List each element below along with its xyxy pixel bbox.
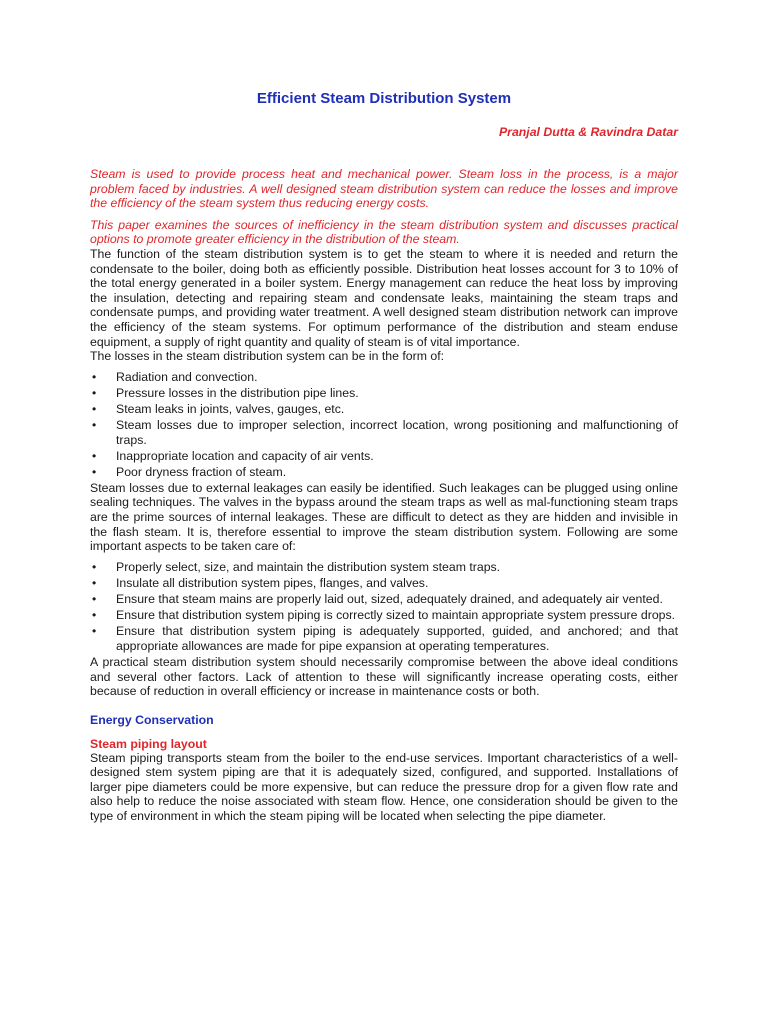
list-item: • Steam losses due to improper selection, incorrect location, wrong positioning and malfunctioning of traps. <box>92 418 678 447</box>
bullet-icon: • <box>92 385 97 400</box>
list-item: • Ensure that distribution system piping is adequately supported, guided, and anchored; and that appropriate allowances are made for pipe expansion at operating temperatures. <box>92 624 678 653</box>
list-item: • Pressure losses in the distribution pipe lines. <box>92 385 359 400</box>
paper-title: Efficient Steam Distribution System <box>256 90 512 107</box>
bullet-icon: • <box>92 464 97 479</box>
list-item: • Radiation and convection. <box>92 369 258 384</box>
losses-intro-paragraph: The losses in the steam distribution system can be in the form of: <box>90 349 445 364</box>
list-item: • Ensure that distribution system piping is correctly sized to maintain appropriate system pressure drops. <box>92 608 676 623</box>
bullet-icon: • <box>92 448 97 463</box>
bullet-icon: • <box>92 624 97 639</box>
intro-paragraph: The function of the steam distribution system is to get the steam to where it is needed and return the condensate to the boiler, doing both as efficiently possible. Distribution heat losses account for 3 to 10% of the total energy generated in a boiler system. Energy management can reduce the heat loss by improving the insulation, detecting and repairing steam and condensate leaks, maintaining the steam traps and condensate pumps, and providing water treatment. A well designed steam distribution network can improve the efficiency of the steam systems. For optimum performance of the distribution and steam enduse equipment, a supply of right quantity and quality of steam is of vital importance. <box>90 246 678 349</box>
leakage-paragraph: Steam losses due to external leakages can easily be identified. Such leakages can be plugged using online sealing techniques. The valves in the bypass around the steam traps as well as mal-functioning steam traps are the prime sources of internal leakages. These are difficult to detect as they are hidden and invisible in the flash steam. It is, therefore essential to improve the steam distribution system. Following are some important aspects to be taken care of: <box>90 480 678 554</box>
list-item: • Properly select, size, and maintain the distribution system steam traps. <box>92 559 501 574</box>
paper-authors: Pranjal Dutta & Ravindra Datar <box>498 125 678 139</box>
bullet-icon: • <box>92 608 97 623</box>
piping-paragraph: Steam piping transports steam from the boiler to the end-use services. Important characteristics of a well-designed stem system piping are that it is adequately sized, configured, and supported. Installations of larger pipe diameters could be more expensive, but can reduce the pressure drop for a given flow rate and also help to reduce the noise associated with steam flow. Hence, one consideration should be given to the type of environment in which the steam piping will be located when selecting the pipe diameter. <box>90 750 678 824</box>
list-item: • Ensure that steam mains are properly laid out, sized, adequately drained, and adequately air vented. <box>92 592 663 607</box>
bullet-icon: • <box>92 418 97 432</box>
bullet-icon: • <box>92 401 97 416</box>
list-item: • Insulate all distribution system pipes, flanges, and valves. <box>92 575 429 590</box>
list-item: • Inappropriate location and capacity of air vents. <box>92 448 374 463</box>
list-item: • Poor dryness fraction of steam. <box>92 464 287 479</box>
bullet-icon: • <box>92 575 97 590</box>
losses-list <box>90 370 678 480</box>
abstract-paragraph-1: Steam is used to provide process heat and mechanical power. Steam loss in the process, is a major problem faced by industries. A well designed steam distribution system can reduce the losses and improve the efficiency of the steam system thus reducing energy costs. <box>90 167 678 211</box>
list-item: • Steam leaks in joints, valves, gauges, etc. <box>92 401 345 416</box>
bullet-icon: • <box>92 559 97 574</box>
aspects-list <box>90 560 678 654</box>
subsection-heading: Steam piping layout <box>90 736 207 751</box>
section-heading: Energy Conservation <box>90 712 214 727</box>
bullet-icon: • <box>92 592 97 607</box>
compromise-paragraph: A practical steam distribution system should necessarily compromise between the above ideal conditions and several other factors. Lack of attention to these will significantly increase operating costs, either because of reduction in overall efficiency or increase in maintenance costs or both. <box>90 654 678 699</box>
abstract-paragraph-2: This paper examines the sources of inefficiency in the steam distribution system and discusses practical options to promote greater efficiency in the distribution of the steam. <box>90 217 678 247</box>
bullet-icon: • <box>92 369 97 384</box>
